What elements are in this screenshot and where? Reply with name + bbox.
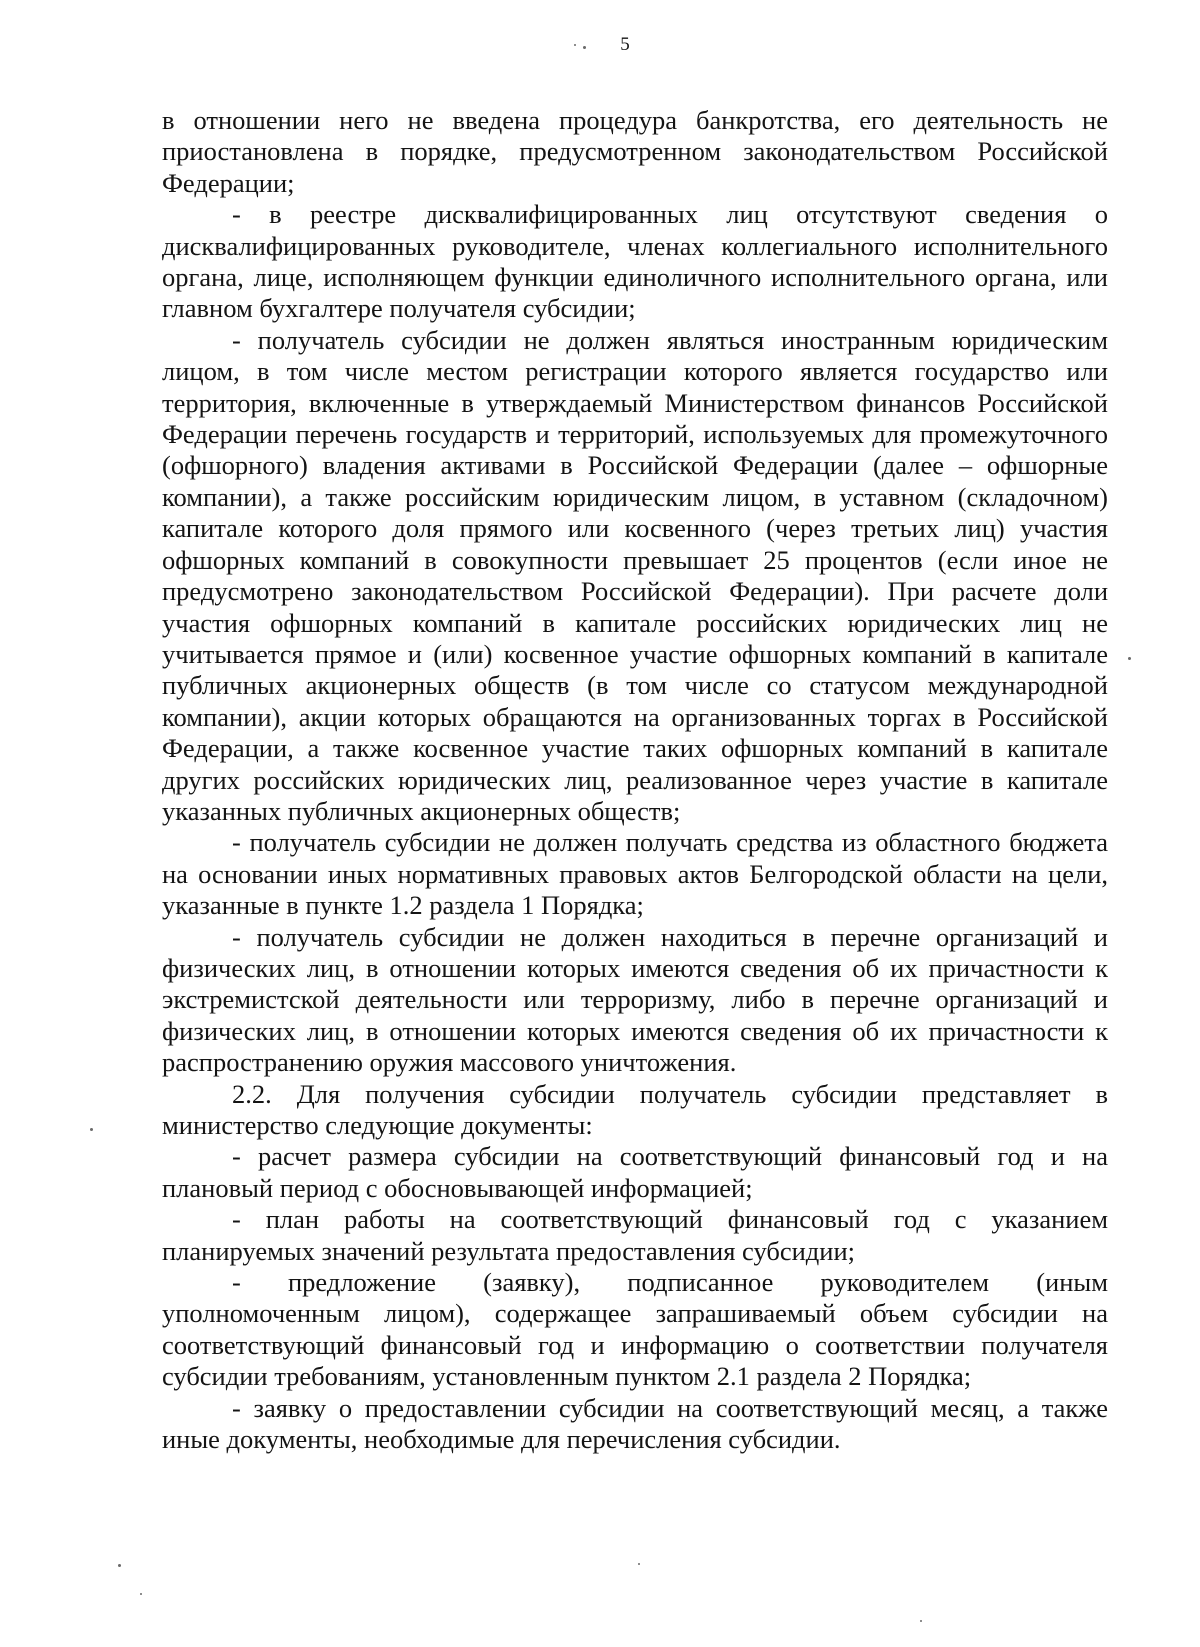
paragraph-signed-proposal: - предложение (заявку), подписанное руководителем (иным уполномоченным лицом), содержащее запрашиваемый объем субсидии на соответствующий финансовый год и информацию о соответствии получателя субсидии требованиям, установленным пунктом 2.1 раздела 2 Порядка;: [162, 1267, 1108, 1392]
scan-speck: [118, 1564, 121, 1567]
paragraph-extremism-list: - получатель субсидии не должен находиться в перечне организаций и физических лиц, в отношении которых имеются сведения об их причастности к экстремистской деятельности или терроризму, либо в перечне организаций и физических лиц, в отношении которых имеются сведения об их причастности к распространению оружия массового уничтожения.: [162, 921, 1108, 1078]
paragraph-work-plan: - план работы на соответствующий финансовый год с указанием планируемых значений результата предоставления субсидии;: [162, 1204, 1108, 1266]
paragraph-no-other-regional-funds: - получатель субсидии не должен получать средства из областного бюджета на основании иных нормативных правовых актов Белгородской области на цели, указанные в пункте 1.2 раздела 1 Порядка;: [162, 827, 1108, 921]
scan-speck: [90, 1128, 93, 1131]
paragraph-bankruptcy-clause: в отношении него не введена процедура банкротства, его деятельность не приостановлена в порядке, предусмотренном законодательством Российской Федерации;: [162, 105, 1108, 198]
page-number: 5: [620, 34, 630, 55]
scan-speck: [1128, 657, 1131, 660]
scan-speck: [140, 1593, 142, 1595]
paragraph-subsidy-calculation: - расчет размера субсидии на соответствующий финансовый год и на плановый период с обосновывающей информацией;: [162, 1141, 1108, 1203]
scan-speck: [583, 46, 586, 49]
scan-speck: [638, 1563, 640, 1565]
paragraph-offshore-companies: - получатель субсидии не должен являться иностранным юридическим лицом, в том числе местом регистрации которого является государство или территория, включенные в утверждаемый Министерством финансов Российской Федерации перечень государств и территорий, используемых для промежуточного (офшорного) владения активами в Российской Федерации (далее – офшорные компании), а также российским юридическим лицом, в уставном (складочном) капитале которого доля прямого или косвенного (через третьих лиц) участия офшорных компаний в совокупности превышает 25 процентов (если иное не предусмотрено законодательством Российской Федерации). При расчете доли участия офшорных компаний в капитале российских юридических лиц не учитывается прямое и (или) косвенное участие офшорных компаний в капитале публичных акционерных обществ (в том числе со статусом международной компании), акции которых обращаются на организованных торгах в Российской Федерации, а также косвенное участие таких офшорных компаний в капитале других российских юридических лиц, реализованное через участие в капитале указанных публичных акционерных обществ;: [162, 324, 1108, 826]
paragraph-disqualified-persons-registry: - в реестре дисквалифицированных лиц отсутствуют сведения о дисквалифицированных руководителе, членах коллегиального исполнительного органа, лице, исполняющем функции единоличного исполнительного органа, или главном бухгалтере получателя субсидии;: [162, 199, 1108, 324]
paragraph-monthly-application: - заявку о предоставлении субсидии на соответствующий месяц, а также иные документы, необходимые для перечисления субсидии.: [162, 1392, 1108, 1455]
document-body: [162, 105, 1108, 1455]
scan-speck: [920, 1620, 922, 1622]
paragraph-section-2-2: 2.2. Для получения субсидии получатель субсидии представляет в министерство следующие документы:: [162, 1078, 1108, 1140]
scan-speck: [574, 44, 576, 46]
